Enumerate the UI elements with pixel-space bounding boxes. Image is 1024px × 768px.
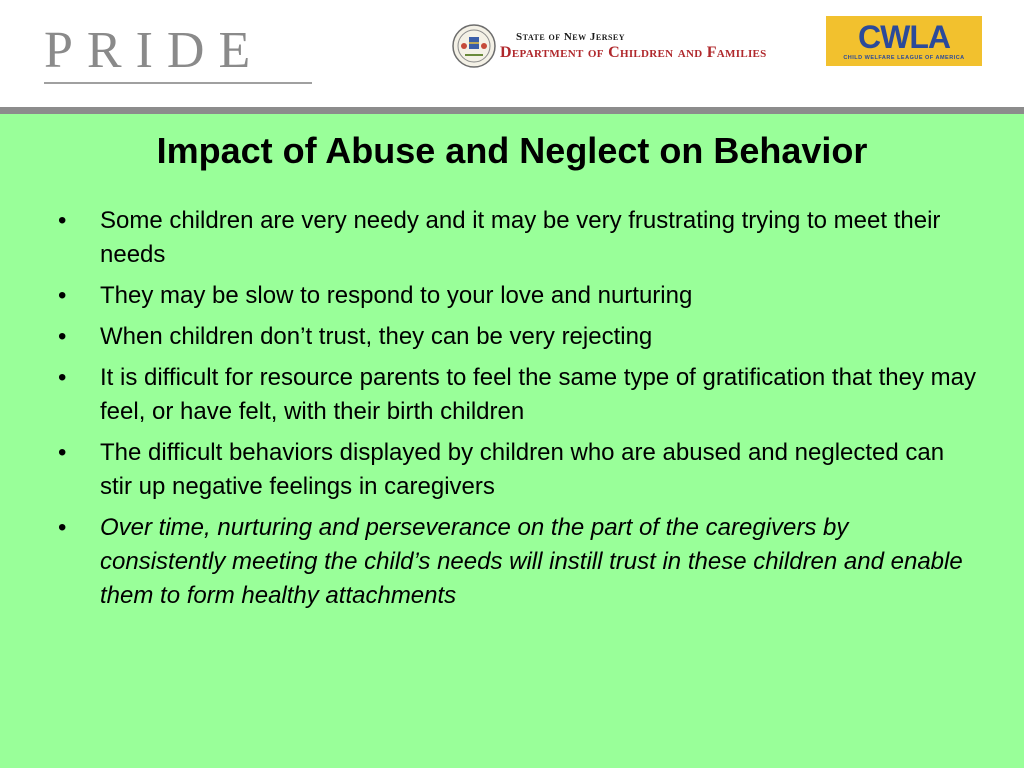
cwla-logo-text: CWLA (858, 19, 950, 55)
bullet-dot: • (58, 364, 67, 391)
pride-logo-underline (44, 82, 312, 84)
bullet-text: The difficult behaviors displayed by children who are abused and neglected can stir up negative feelings in caregivers (100, 439, 945, 500)
slide-body (0, 114, 1024, 768)
cwla-tagline: CHILD WELFARE LEAGUE OF AMERICA (843, 55, 965, 61)
nj-state-seal-icon (452, 24, 496, 68)
bullet-dot: • (58, 207, 67, 234)
bullet-dot: • (58, 323, 67, 350)
bullet-item (58, 279, 978, 313)
cwla-logo (826, 16, 982, 66)
bullet-dot: • (58, 282, 67, 309)
bullet-item (58, 320, 978, 354)
pride-logo-text: PRIDE (44, 22, 265, 79)
bullet-text: When children don’t trust, they can be very rejecting (100, 323, 653, 350)
bullet-item-emphasized (58, 511, 978, 613)
bullet-dot: • (58, 514, 67, 541)
bullet-text: Over time, nurturing and perseverance on the part of the caregivers by consistently meeting the child’s needs will instill trust in these children and enable them to form healthy attachments (100, 514, 963, 609)
bullet-text: They may be slow to respond to your love and nurturing (100, 282, 693, 309)
slide-title: Impact of Abuse and Neglect on Behavior (156, 130, 868, 171)
state-label: State of New Jersey (516, 31, 626, 43)
slide-header (0, 0, 1024, 107)
bullet-list (58, 204, 978, 620)
bullet-text: Some children are very needy and it may be very frustrating trying to meet their needs (100, 207, 941, 268)
pride-logo (44, 22, 312, 86)
header-divider (0, 107, 1024, 114)
bullet-item (58, 361, 978, 429)
bullet-item (58, 436, 978, 504)
bullet-item (58, 204, 978, 272)
nj-dcf-logo (452, 24, 822, 72)
bullet-dot: • (58, 439, 67, 466)
bullet-text: It is difficult for resource parents to feel the same type of gratification that they may feel, or have felt, with their birth children (100, 364, 976, 425)
department-label: Department of Children and Families (500, 44, 767, 61)
